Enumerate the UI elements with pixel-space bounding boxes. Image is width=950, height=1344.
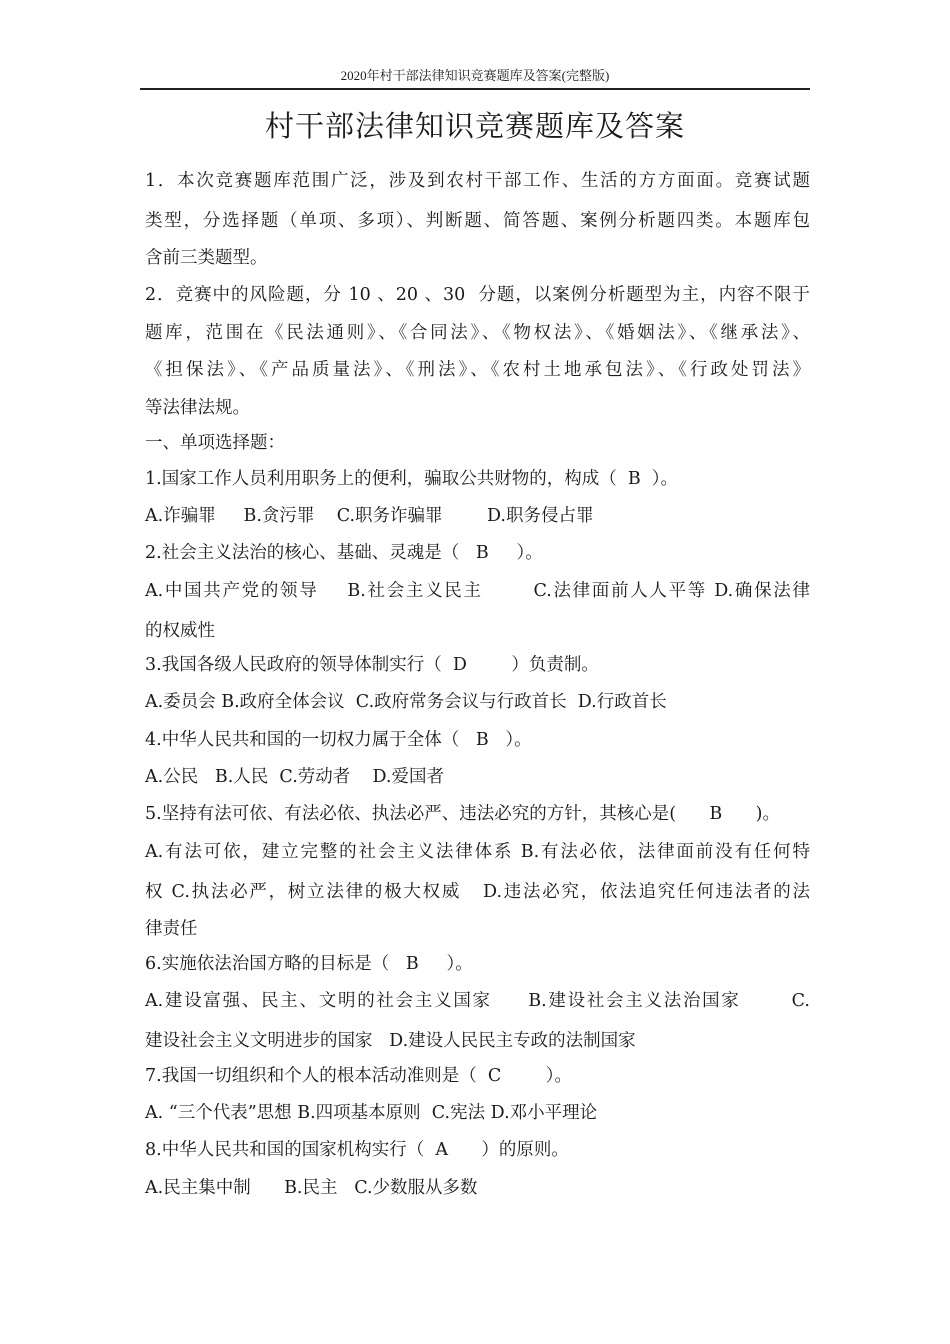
option-line: A. “三个代表”思想 B.四项基本原则 C.宪法 D.邓小平理论 — [145, 1103, 598, 1123]
option-line: A.公民 B.人民 C.劳动者 D.爱国者 — [145, 767, 444, 787]
header-divider — [140, 88, 810, 90]
option-line: 权 C.执法必严，树立法律的极大权威 D.违法必究，依法追究任何违法者的法 — [145, 882, 810, 902]
paragraph-line: 等法律法规。 — [145, 398, 250, 418]
page-title: 村干部法律知识竞赛题库及答案 — [264, 109, 685, 143]
question-line: 8.中华人民共和国的国家机构实行（ A ）的原则。 — [145, 1140, 569, 1160]
question-line: 6.实施依法治国方略的目标是（ B ）。 — [145, 954, 473, 974]
option-line: 建设社会主义文明进步的国家 D.建设人民民主专政的法制国家 — [145, 1031, 636, 1051]
question-line: 2.社会主义法治的核心、基础、灵魂是（ B ）。 — [145, 543, 543, 563]
question-line: 4.中华人民共和国的一切权力属于全体（ B ）。 — [145, 730, 532, 750]
question-line: 1.国家工作人员利用职务上的便利，骗取公共财物的，构成（ B ）。 — [145, 469, 679, 489]
option-line: A.建设富强、民主、文明的社会主义国家 B.建设社会主义法治国家 C. — [145, 991, 810, 1011]
option-line: A.中国共产党的领导 B.社会主义民主 C.法律面前人人平等 D.确保法律 — [145, 581, 810, 601]
paragraph-line: 题库，范围在《民法通则》、《合同法》、《物权法》、《婚姻法》、《继承法》、 — [145, 323, 810, 343]
section-heading: 一、单项选择题： — [145, 433, 285, 453]
paragraph-line: 含前三类题型。 — [145, 248, 268, 268]
option-line: 律责任 — [145, 919, 198, 939]
paragraph-line: 2．竞赛中的风险题，分 10 、20 、30 分题，以案例分析题型为主，内容不限于 — [145, 285, 810, 305]
option-line: A.委员会 B.政府全体会议 C.政府常务会议与行政首长 D.行政首长 — [145, 692, 667, 712]
paragraph-line: 《担保法》、《产品质量法》、《刑法》、《农村土地承包法》、《行政处罚法》 — [145, 360, 810, 380]
question-line: 5.坚持有法可依、有法必依、执法必严、违法必究的方针，其核心是( B )。 — [145, 804, 780, 824]
question-line: 3.我国各级人民政府的领导体制实行（ D ）负责制。 — [145, 655, 599, 675]
option-line: A.诈骗罪 B.贪污罪 C.职务诈骗罪 D.职务侵占罪 — [145, 506, 594, 526]
option-line: A.民主集中制 B.民主 C.少数服从多数 — [145, 1178, 478, 1198]
option-line: 的权威性 — [145, 621, 215, 641]
running-header: 2020年村干部法律知识竞赛题库及答案(完整版) — [340, 68, 610, 83]
question-line: 7.我国一切组织和个人的根本活动准则是（ C ）。 — [145, 1066, 572, 1086]
paragraph-line: 类型，分选择题（单项、多项）、判断题、简答题、案例分析题四类。本题库包 — [145, 211, 810, 231]
option-line: A.有法可依，建立完整的社会主义法律体系 B.有法必依，法律面前没有任何特 — [145, 842, 810, 862]
paragraph-line: 1．本次竞赛题库范围广泛，涉及到农村干部工作、生活的方方面面。竞赛试题 — [145, 171, 810, 191]
